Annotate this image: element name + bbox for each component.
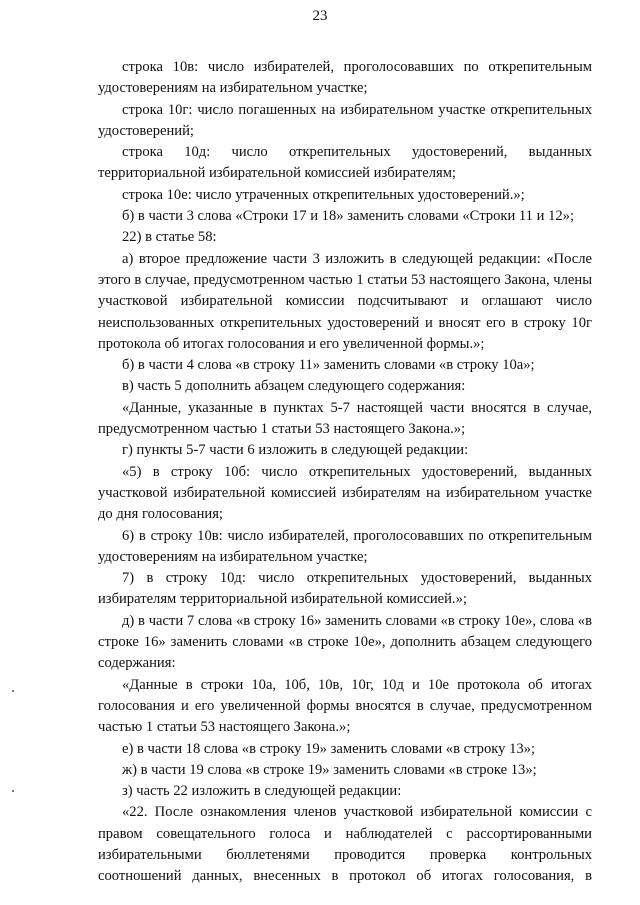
paragraph: «Данные в строки 10а, 10б, 10в, 10г, 10д и 10е протокола об итогах голосования и его увеличенной формы вносятся в случае, предусмотренном частью 1 статьи 53 настоящего Закона.»; <box>98 676 592 736</box>
paragraph: «5) в строку 10б: число открепительных удостоверений, выданных участковой избирательной комиссией избирателям на избирательном участке до дня голосования; <box>98 463 592 523</box>
margin-dot <box>12 690 14 692</box>
paragraph: б) в части 3 слова «Строки 17 и 18» заменить словами «Строки 11 и 12»; <box>122 208 575 225</box>
paragraph: строка 10д: число открепительных удостоверений, выданных территориальной избирательной комиссией избирателям; <box>98 144 592 182</box>
margin-dot <box>12 790 14 792</box>
paragraph: 6) в строку 10в: число избирателей, проголосовавших по открепительным удостоверениям на избирательном участке; <box>98 527 592 565</box>
paragraph: строка 10г: число погашенных на избирательном участке открепительных удостоверений; <box>98 101 592 139</box>
paragraph: 22) в статье 58: <box>122 229 217 246</box>
document-body <box>98 57 592 888</box>
paragraph: е) в части 18 слова «в строку 19» заменить словами «в строку 13»; <box>122 740 536 757</box>
paragraph: строка 10е: число утраченных открепительных удостоверений.»; <box>122 186 525 203</box>
paragraph: в) часть 5 дополнить абзацем следующего содержания: <box>122 378 466 395</box>
paragraph: ж) в части 19 слова «в строке 19» заменить словами «в строке 13»; <box>122 761 537 778</box>
paragraph: б) в части 4 слова «в строку 11» заменить словами «в строку 10а»; <box>122 357 535 374</box>
paragraph: «Данные, указанные в пунктах 5-7 настоящей части вносятся в случае, предусмотренном частью 1 статьи 53 настоящего Закона.»; <box>98 399 592 438</box>
paragraph: д) в части 7 слова «в строку 16» заменить словами «в строку 10е», слова «в строке 16» заменить словами «в строке 10е», дополнить абзацем следующего содержания: <box>98 612 592 672</box>
paragraph: з) часть 22 изложить в следующей редакции: <box>122 783 402 800</box>
paragraph: а) второе предложение части 3 изложить в следующей редакции: «После этого в случае, предусмотренном частью 1 статьи 53 настоящего Закона, члены участковой избирательной комиссии подсчитывают и оглашают число неиспользованных открепительных удостоверений и вносят его в строку 10г протокола об итогах голосования и его увеличенной формы.»; <box>98 250 592 352</box>
paragraph: строка 10в: число избирателей, проголосовавших по открепительным удостоверениям на избирательном участке; <box>98 59 592 97</box>
paragraph: г) пункты 5-7 части 6 изложить в следующей редакции: <box>122 442 469 459</box>
paragraph: «22. После ознакомления членов участковой избирательной комиссии с правом совещательного голоса и наблюдателей с рассортированными избирательными бюллетенями проводится проверка контрольных соотношений данных, внесенных в протокол об итогах голосования, в <box>98 804 592 885</box>
paragraph: 7) в строку 10д: число открепительных удостоверений, выданных избирателям территориальной избирательной комиссией.»; <box>98 570 592 608</box>
page-number: 23 <box>312 8 328 24</box>
